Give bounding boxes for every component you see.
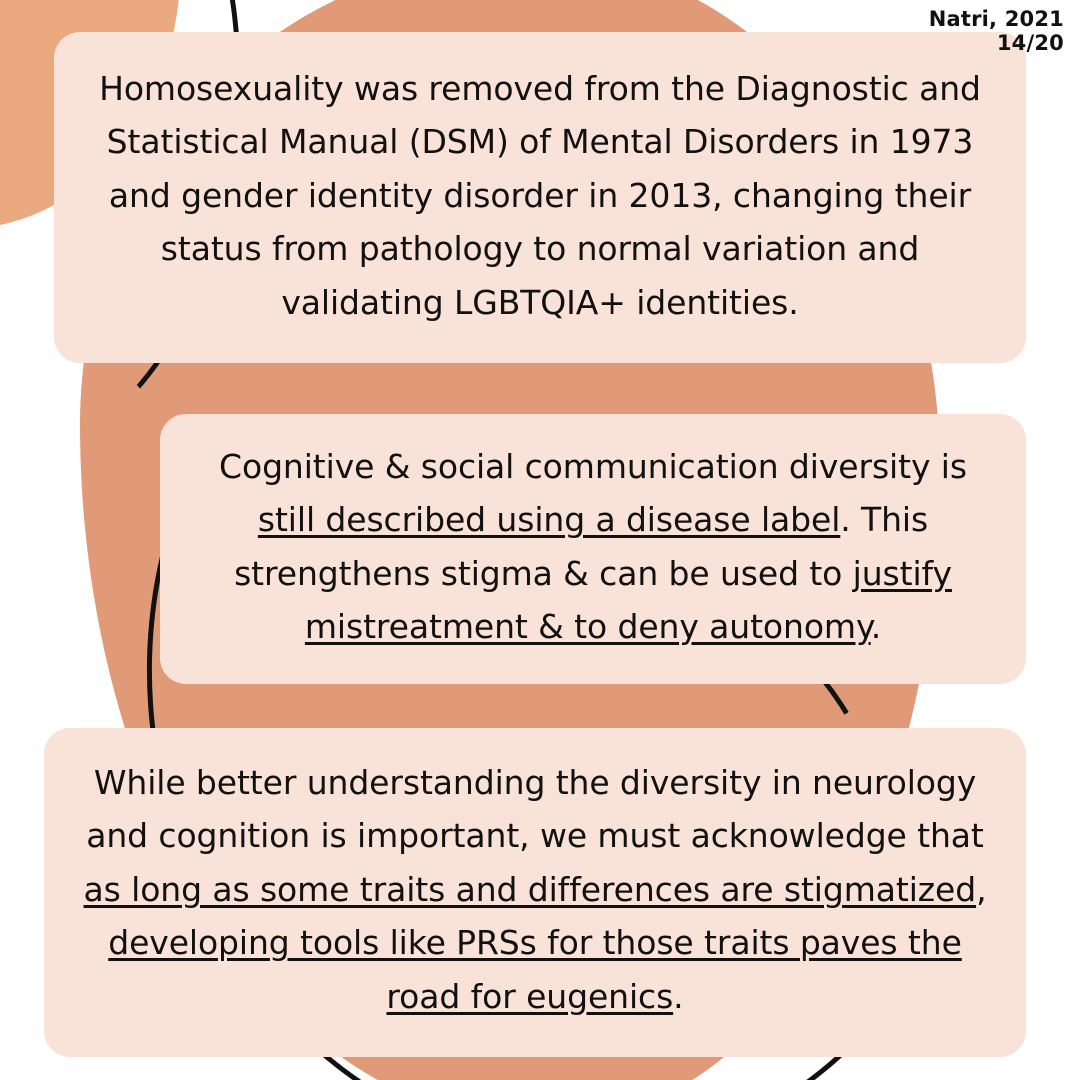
citation-block	[929, 8, 1064, 55]
citation-source: Natri, 2021	[928, 7, 1064, 31]
text-card-3	[44, 728, 1026, 1057]
text-card-1-body: Homosexuality was removed from the Diagnostic and Statistical Manual (DSM) of Mental Disorders in 1973 and gender identity disorder in 2013, changing their status from pathology to normal variation and validating LGBTQIA+ identities.	[99, 69, 981, 322]
text-card-2-body: Cognitive & social communication diversity is still described using a disease label. This strengthens stigma & can be used to justify mistreatment & to deny autonomy.	[219, 447, 967, 647]
text-card-1	[54, 32, 1026, 363]
text-card-3-body: While better understanding the diversity in neurology and cognition is important, we must acknowledge that as long as some traits and differences are stigmatized, developing tools like PRSs for those traits paves the road for eugenics.	[83, 763, 987, 1016]
text-card-2	[160, 414, 1026, 684]
citation-page: 14/20	[996, 30, 1064, 55]
